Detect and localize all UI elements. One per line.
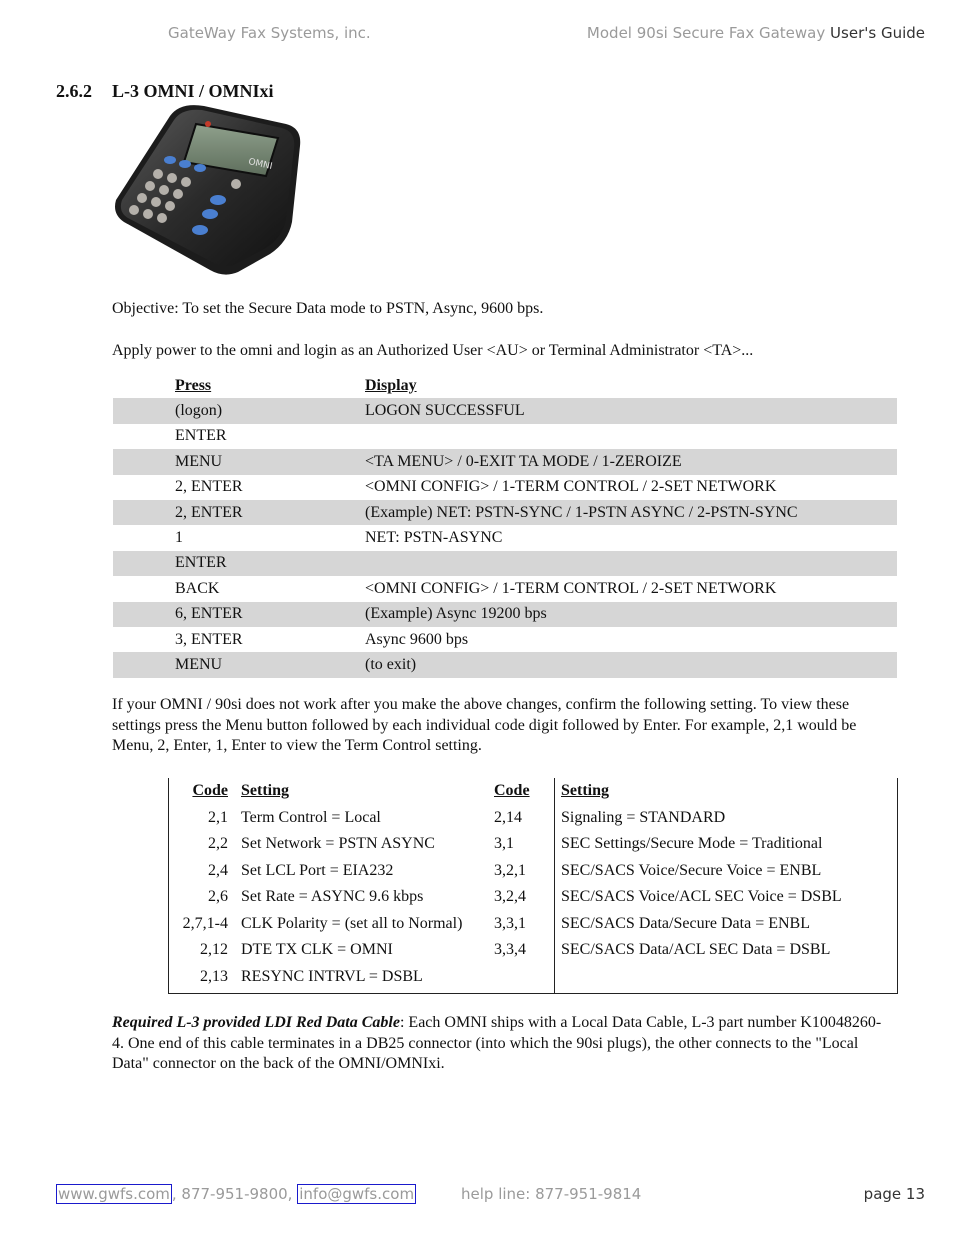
code-cell: 2,13 xyxy=(200,968,228,985)
code-cell: 3,3,4 xyxy=(494,941,526,958)
table-row xyxy=(113,602,897,627)
omni-device-photo xyxy=(110,102,306,278)
cable-note xyxy=(112,1013,888,1075)
section-number: 2.6.2 xyxy=(56,81,92,101)
display-cell: NET: PSTN-ASYNC xyxy=(365,529,503,547)
display-cell: <TA MENU> / 0-EXIT TA MODE / 1-ZEROIZE xyxy=(365,449,897,474)
setting-cell: SEC/SACS Data/Secure Data = ENBL xyxy=(561,915,810,932)
website-link[interactable]: www.gwfs.com xyxy=(58,1185,170,1203)
section-heading xyxy=(56,81,274,102)
apply-power-text: Apply power to the omni and login as an Authorized User <AU> or Terminal Administrator <TA>... xyxy=(112,342,754,359)
header-guide: User's Guide xyxy=(830,24,925,42)
display-cell xyxy=(365,424,897,449)
code-table-header xyxy=(169,782,897,808)
setting-cell: SEC/SACS Data/ACL SEC Data = DSBL xyxy=(561,941,831,958)
press-display-table xyxy=(113,373,897,678)
display-cell: (Example) Async 19200 bps xyxy=(365,602,897,627)
code-cell: 3,1 xyxy=(494,835,514,852)
code-cell: 2,7,1-4 xyxy=(182,915,228,932)
press-cell: 6, ENTER xyxy=(113,602,365,627)
press-cell: 2, ENTER xyxy=(113,500,365,525)
setting-cell: RESYNC INTRVL = DSBL xyxy=(241,968,423,985)
display-cell: (Example) NET: PSTN-SYNC / 1-PSTN ASYNC / 2-PSTN-SYNC xyxy=(365,500,897,525)
setting-cell: Set LCL Port = EIA232 xyxy=(241,862,394,879)
table-row xyxy=(113,551,897,576)
press-cell: ENTER xyxy=(113,551,365,576)
display-cell: <OMNI CONFIG> / 1-TERM CONTROL / 2-SET NETWORK xyxy=(365,579,777,597)
display-header: Display xyxy=(365,376,417,394)
display-cell: <OMNI CONFIG> / 1-TERM CONTROL / 2-SET NETWORK xyxy=(365,478,777,496)
section-title: L-3 OMNI / OMNIxi xyxy=(112,81,274,101)
code-settings-table xyxy=(168,778,898,994)
footer xyxy=(56,1185,925,1203)
code-cell: 2,12 xyxy=(200,941,228,958)
cable-note-lead: Required L-3 provided LDI Red Data Cable xyxy=(112,1014,400,1031)
code-cell: 2,4 xyxy=(208,862,228,879)
code-header-2: Code xyxy=(494,782,530,799)
setting-cell: DTE TX CLK = OMNI xyxy=(241,941,393,958)
code-cell: 3,2,1 xyxy=(494,862,526,879)
display-cell: LOGON SUCCESSFUL xyxy=(365,398,897,423)
press-header: Press xyxy=(175,376,212,394)
device-label: OMNI xyxy=(247,157,274,172)
table-row xyxy=(113,627,897,652)
press-cell: 2, ENTER xyxy=(175,478,243,496)
press-cell: 1 xyxy=(175,529,183,547)
press-cell: (logon) xyxy=(113,398,365,423)
setting-cell: SEC/SACS Voice/Secure Voice = ENBL xyxy=(561,862,822,879)
press-cell: MENU xyxy=(113,652,365,677)
setting-header-2: Setting xyxy=(561,782,609,799)
display-cell: (to exit) xyxy=(365,652,897,677)
objective-text: Objective: To set the Secure Data mode to PSTN, Async, 9600 bps. xyxy=(112,300,544,317)
setting-cell: Signaling = STANDARD xyxy=(561,809,726,826)
press-table-header xyxy=(113,373,897,398)
header-title xyxy=(587,24,925,42)
table-row xyxy=(113,398,897,423)
press-cell: 3, ENTER xyxy=(175,630,243,648)
table-row xyxy=(169,968,897,994)
code-cell: 2,2 xyxy=(208,835,228,852)
table-row xyxy=(169,862,897,888)
setting-cell: Set Network = PSTN ASYNC xyxy=(241,835,435,852)
table-row xyxy=(113,525,897,550)
setting-cell: SEC/SACS Voice/ACL SEC Voice = DSBL xyxy=(561,888,842,905)
table-row xyxy=(113,424,897,449)
code-cell: 2,14 xyxy=(494,809,522,826)
code-header: Code xyxy=(192,782,228,799)
table-row xyxy=(169,888,897,914)
setting-header: Setting xyxy=(241,782,289,799)
table-row xyxy=(113,475,897,500)
setting-cell: Term Control = Local xyxy=(241,809,381,826)
cable-note-body: : Each OMNI ships with a Local Data Cable, L-3 part number K10048260-4. One end of this cable terminates in a DB25 connector (into which the 90si plugs), the other connects to the "Local Data" connector on the back of the OMNI/OMNIxi. xyxy=(112,1014,882,1072)
page-number: page 13 xyxy=(863,1185,925,1203)
table-row xyxy=(169,809,897,835)
press-cell: MENU xyxy=(113,449,365,474)
code-cell: 2,6 xyxy=(208,888,228,905)
help-line: help line: 877-951-9814 xyxy=(461,1185,642,1203)
header-model: Model 90si Secure Fax Gateway xyxy=(586,24,826,42)
display-cell: Async 9600 bps xyxy=(365,630,469,648)
code-cell: 3,2,4 xyxy=(494,888,526,905)
header-company: GateWay Fax Systems, inc. xyxy=(168,24,371,42)
press-cell: ENTER xyxy=(175,427,227,445)
code-cell: 2,1 xyxy=(208,809,228,826)
press-cell: BACK xyxy=(175,579,220,597)
code-cell: 3,3,1 xyxy=(494,915,526,932)
display-cell xyxy=(365,551,897,576)
table-row xyxy=(113,449,897,474)
table-row xyxy=(113,500,897,525)
footer-phone: , 877-951-9800, xyxy=(171,1185,298,1203)
table-row xyxy=(169,915,897,941)
email-link[interactable]: info@gwfs.com xyxy=(299,1185,415,1203)
table-row xyxy=(169,835,897,861)
setting-cell: CLK Polarity = (set all to Normal) xyxy=(241,915,463,932)
table-row xyxy=(113,576,897,601)
confirm-settings-text: If your OMNI / 90si does not work after you make the above changes, confirm the following setting. To view these settings press the Menu button followed by each individual code digit followed by Enter. For example, 2,1 would be Menu, 2, Enter, 1, Enter to view the Term Control setting. xyxy=(112,696,857,754)
table-row xyxy=(169,941,897,967)
setting-cell: Set Rate = ASYNC 9.6 kbps xyxy=(241,888,424,905)
setting-cell: SEC Settings/Secure Mode = Traditional xyxy=(561,835,823,852)
table-row xyxy=(113,652,897,677)
